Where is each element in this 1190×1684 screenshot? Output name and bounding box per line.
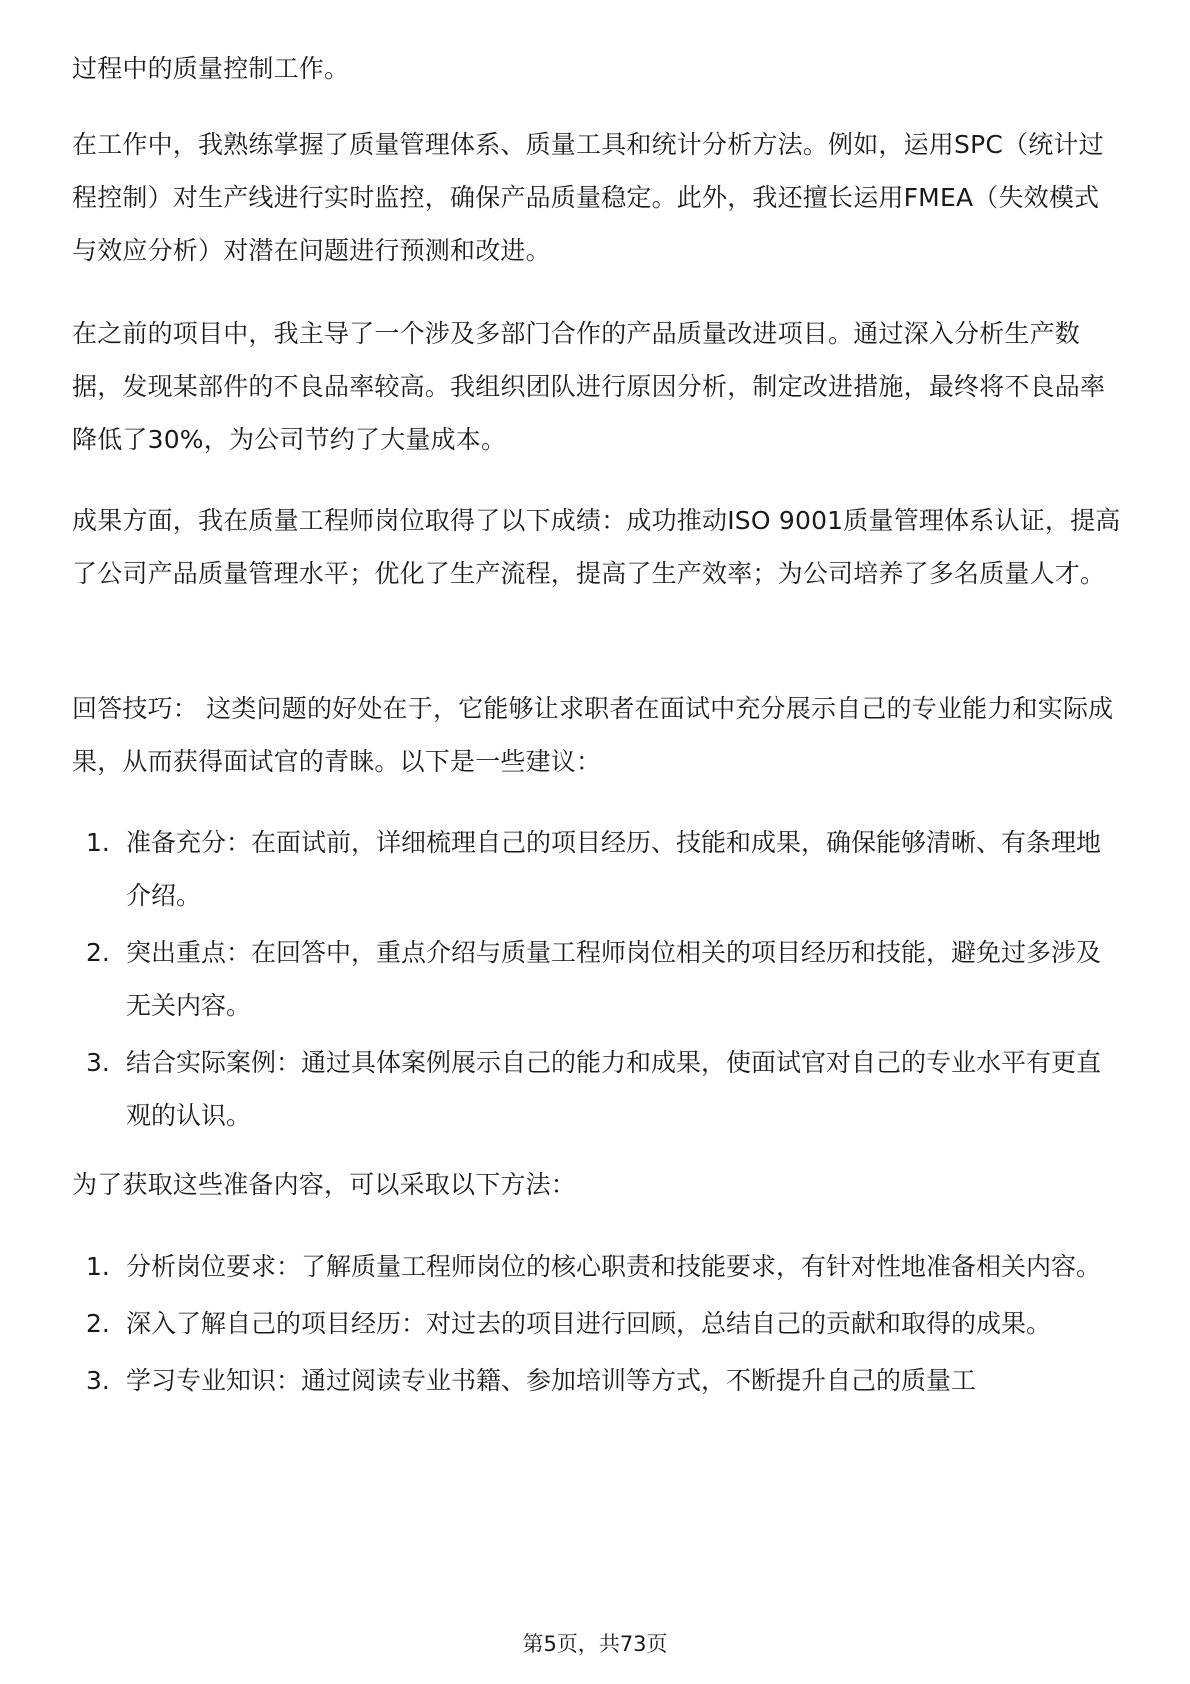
paragraph-answer-tips: 回答技巧： 这类问题的好处在于，它能够让求职者在面试中充分展示自己的专业能力和实际成果，从而获得面试官的青睐。以下是一些建议： <box>72 694 1114 776</box>
list-item <box>72 1240 1122 1293</box>
list-item-text: 结合实际案例：通过具体案例展示自己的能力和成果，使面试官对自己的专业水平有更直观的认识。 <box>126 1048 1102 1130</box>
paragraph-intro-tail: 过程中的质量控制工作。 <box>72 54 350 83</box>
list-item-text: 学习专业知识：通过阅读专业书籍、参加培训等方式，不断提升自己的质量工 <box>126 1366 977 1395</box>
list-number: 1. <box>86 1252 110 1281</box>
list-item <box>72 816 1122 922</box>
list-number: 1. <box>86 828 110 857</box>
page-number-footer: 第5页，共73页 <box>522 1632 668 1656</box>
methods-list <box>72 1240 1122 1411</box>
list-number: 2. <box>86 938 110 967</box>
paragraph-achievements: 成果方面，我在质量工程师岗位取得了以下成绩：成功推动ISO 9001质量管理体系认证，提高了公司产品质量管理水平；优化了生产流程，提高了生产效率；为公司培养了多名质量人才。 <box>72 506 1121 588</box>
list-number: 3. <box>86 1366 110 1395</box>
list-item-text: 突出重点：在回答中，重点介绍与质量工程师岗位相关的项目经历和技能，避免过多涉及无关内容。 <box>126 938 1102 1020</box>
list-item <box>72 1036 1122 1142</box>
paragraph-skills: 在工作中，我熟练掌握了质量管理体系、质量工具和统计分析方法。例如，运用SPC（统计过程控制）对生产线进行实时监控，确保产品质量稳定。此外，我还擅长运用FMEA（失效模式与效应分析）对潜在问题进行预测和改进。 <box>72 130 1104 265</box>
list-item-text: 深入了解自己的项目经历：对过去的项目进行回顾，总结自己的贡献和取得的成果。 <box>126 1309 1052 1338</box>
list-number: 3. <box>86 1048 110 1077</box>
list-item-text: 分析岗位要求：了解质量工程师岗位的核心职责和技能要求，有针对性地准备相关内容。 <box>126 1252 1102 1281</box>
list-number: 2. <box>86 1309 110 1338</box>
paragraph-project: 在之前的项目中，我主导了一个涉及多部门合作的产品质量改进项目。通过深入分析生产数据，发现某部件的不良品率较高。我组织团队进行原因分析，制定改进措施，最终将不良品率降低了30%，为公司节约了大量成本。 <box>72 319 1106 454</box>
tips-list <box>72 816 1122 1146</box>
list-item <box>72 1354 1122 1407</box>
paragraph-preparation-methods: 为了获取这些准备内容，可以采取以下方法： <box>72 1170 577 1199</box>
list-item <box>72 926 1122 1032</box>
list-item-text: 准备充分：在面试前，详细梳理自己的项目经历、技能和成果，确保能够清晰、有条理地介绍。 <box>126 828 1102 910</box>
list-item <box>72 1297 1122 1350</box>
